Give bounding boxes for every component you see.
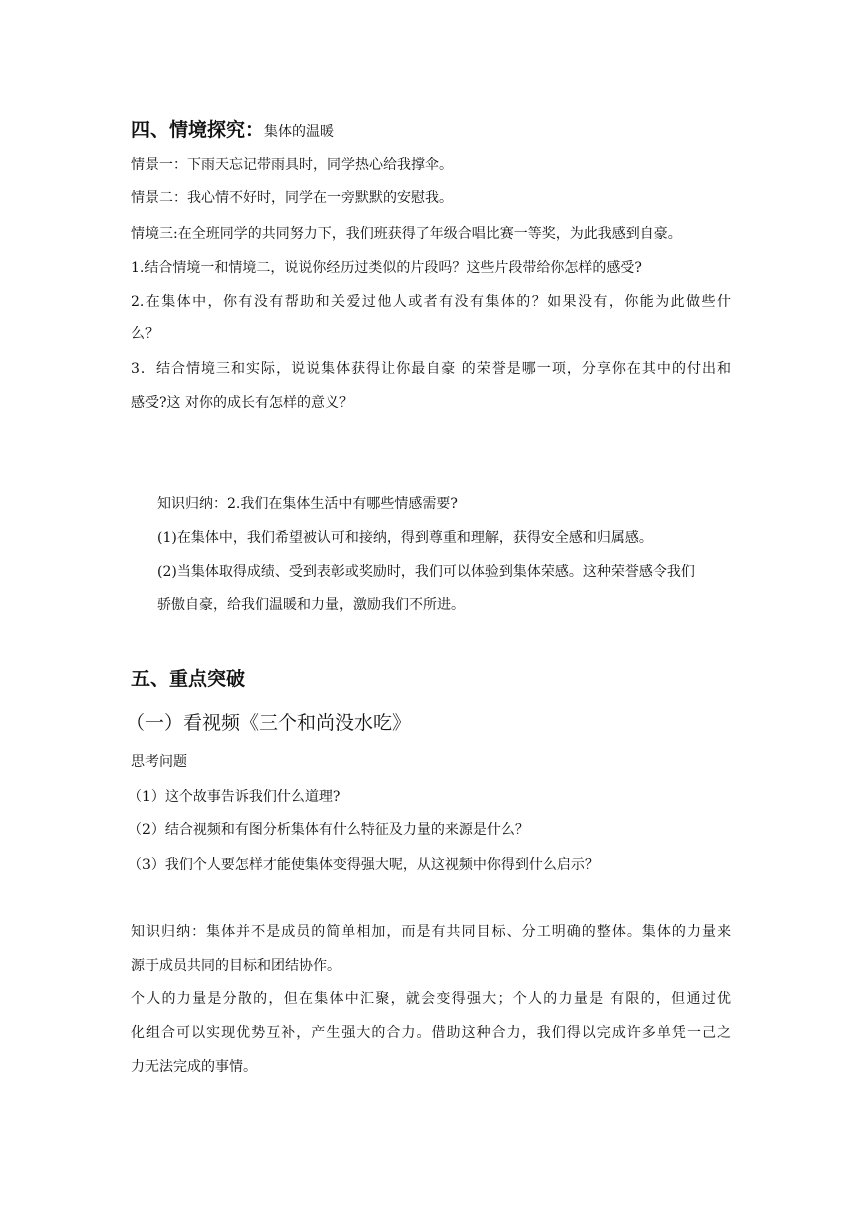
section-5-title: 五、重点突破 xyxy=(131,668,246,690)
section-5-subtitle: （一）看视频《三个和尚没水吃》 xyxy=(126,712,412,734)
section-4-title: 四、情境探究： xyxy=(131,119,265,141)
paragraph-line-3: 力无法完成的事情。 xyxy=(131,1059,257,1075)
question-1: 1.结合情境一和情境二，说说你经历过类似的片段吗？这些片段带给你怎样的感受? xyxy=(131,260,642,276)
summary-1-title: 知识归纳：2.我们在集体生活中有哪些情感需要? xyxy=(157,496,458,512)
paragraph-line-1: 个人的力量是分散的，但在集体中汇聚，就会变得强大；个人的力量是 有限的，但通过优 xyxy=(131,991,731,1007)
question-3-line-2: 感受?这 对你的成长有怎样的意义？ xyxy=(131,395,353,411)
paragraph-line-2: 化组合可以实现优势互补，产生强大的合力。借助这种合力，我们得以完成许多单凭一己之 xyxy=(131,1025,731,1041)
section-4-subtitle: 集体的温暖 xyxy=(264,124,335,140)
scene-2: 情景二：我心情不好时，同学在一旁默默的安慰我。 xyxy=(131,190,453,206)
summary-2-line-2: 源于成员共同的目标和团结协作。 xyxy=(131,958,341,974)
summary-1-point-2-line-1: (2)当集体取得成绩、受到表彰或奖励时，我们可以体验到集体荣感。这种荣誉感令我们 xyxy=(157,564,695,580)
think-question-2: （2）结合视频和有图分析集体有什么特征及力量的来源是什么？ xyxy=(128,822,529,838)
summary-1-point-1: (1)在集体中，我们希望被认可和接纳，得到尊重和理解，获得安全感和归属感。 xyxy=(157,530,653,546)
think-question-1: （1）这个故事告诉我们什么道理? xyxy=(128,789,341,805)
question-2-line-1: 2.在集体中，你有没有帮助和关爱过他人或者有没有集体的？如果没有，你能为此做些什 xyxy=(131,294,731,310)
summary-2-line-1: 知识归纳：集体并不是成员的简单相加，而是有共同目标、分工明确的整体。集体的力量来 xyxy=(131,924,731,940)
think-question-3: （3）我们个人要怎样才能使集体变得强大呢，从这视频中你得到什么启示？ xyxy=(128,857,599,873)
scene-3: 情境三:在全班同学的共同努力下，我们班获得了年级合唱比赛一等奖，为此我感到自豪。 xyxy=(131,226,682,242)
question-3-line-1: 3．结合情境三和实际，说说集体获得让你最自豪 的荣誉是哪一项，分享你在其中的付出和 xyxy=(131,361,731,377)
summary-1-point-2-line-2: 骄傲自豪，给我们温暖和力量，激励我们不所进。 xyxy=(157,597,465,613)
think-label: 思考问题 xyxy=(131,754,187,770)
question-2-line-2: 么？ xyxy=(131,326,159,342)
section-4-heading xyxy=(131,117,334,145)
scene-1: 情景一：下雨天忘记带雨具时，同学热心给我撑伞。 xyxy=(131,157,453,173)
